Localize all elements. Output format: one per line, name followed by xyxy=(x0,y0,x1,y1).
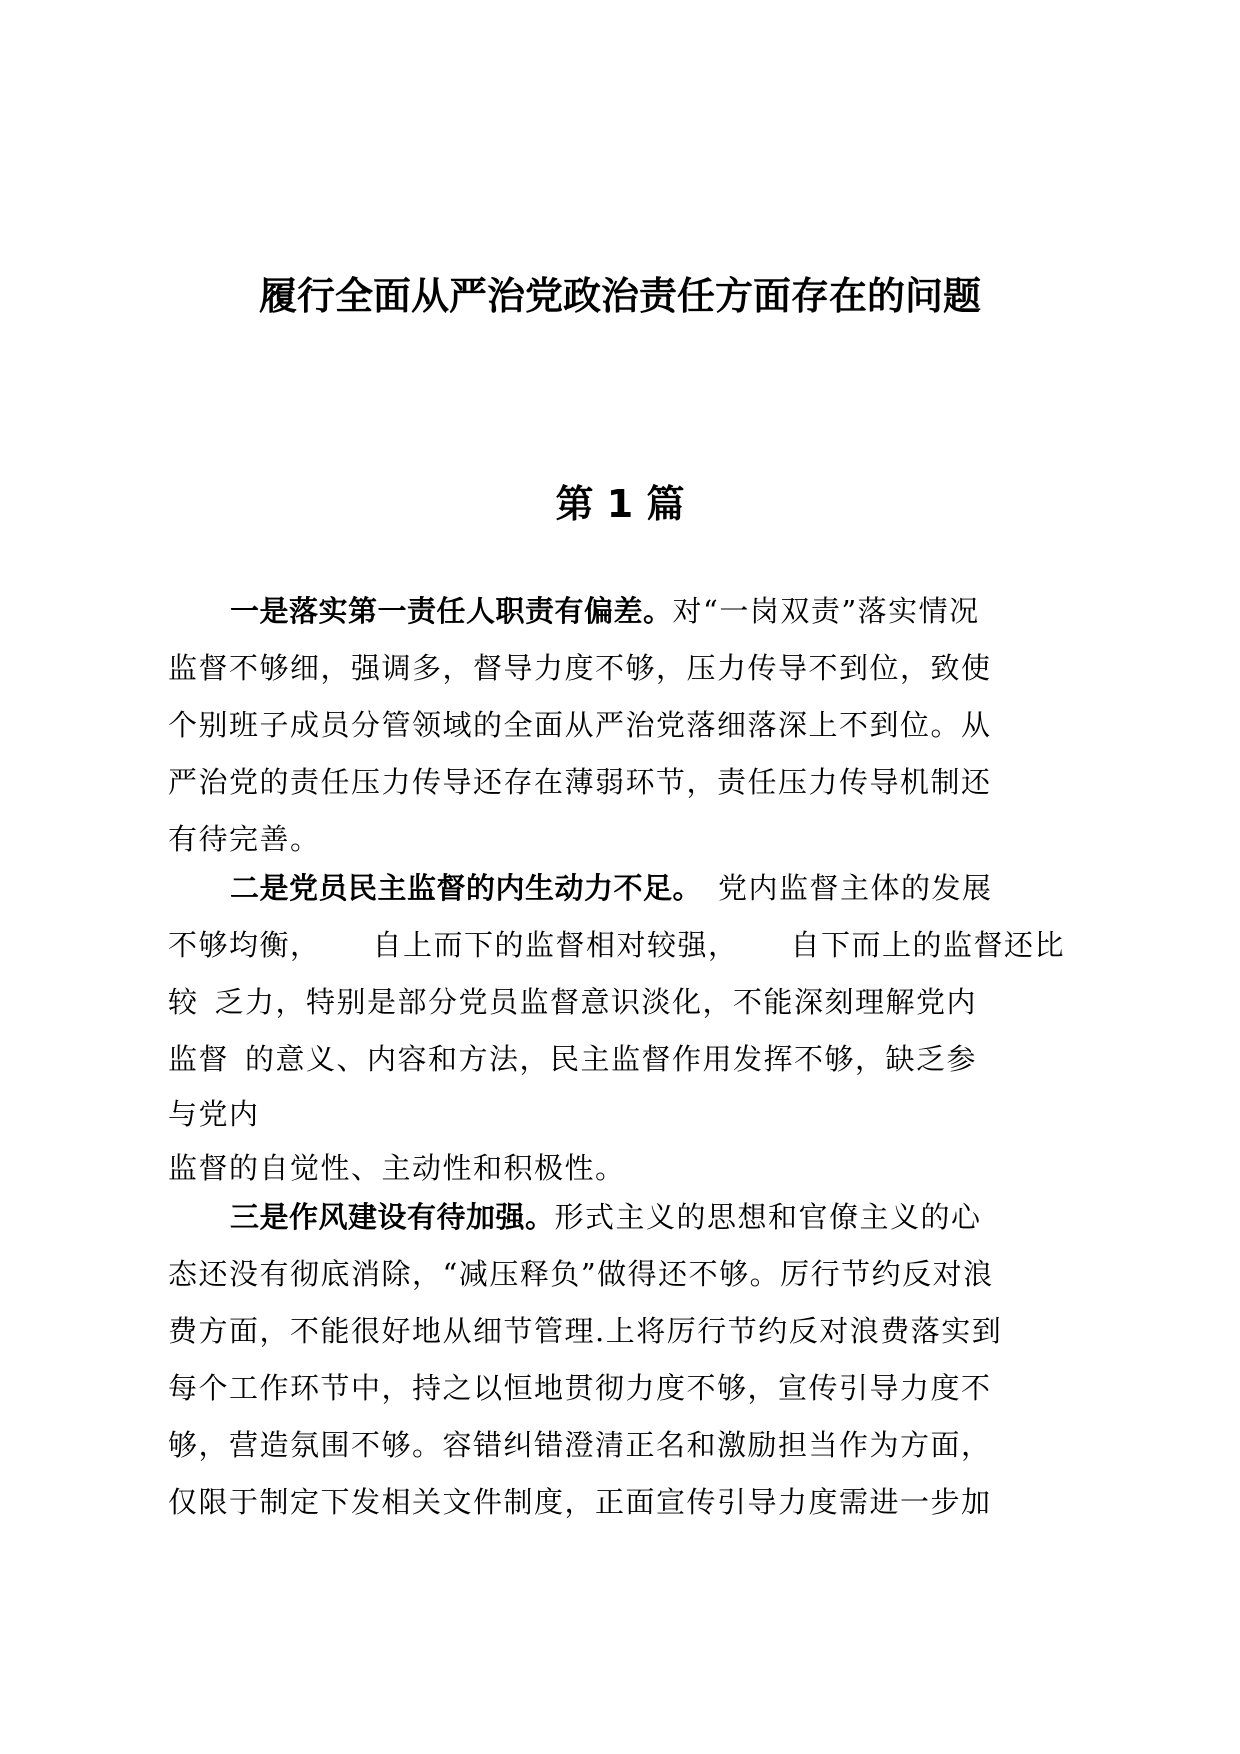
paragraph-line: 仅限于制定下发相关文件制度，正面宣传引导力度需进一步加 xyxy=(168,1485,992,1519)
paragraph-line xyxy=(168,860,1080,917)
paragraph-text: 较 xyxy=(168,985,199,1019)
paragraph-text: 对“一岗双责”落实情况 xyxy=(672,594,980,628)
paragraph-lead: 一是落实第一责任人职责有偏差。 xyxy=(230,594,673,628)
paragraph-line: 严治党的责任压力传导还存在薄弱环节，责任压力传导机制还 xyxy=(168,765,992,799)
paragraph-text: 的意义、内容和方法，民主监督作用发挥不够，缺乏参 xyxy=(245,1042,978,1076)
paragraph-text: 形式主义的思想和官僚主义的心 xyxy=(554,1200,982,1234)
paragraph-text: 乏力，特别是部分党员监督意识淡化，不能深刻理解党内 xyxy=(214,985,978,1019)
paragraph-line xyxy=(168,1031,1080,1088)
paragraph-text: 监督 xyxy=(168,1042,230,1076)
paragraph-3 xyxy=(168,1189,1080,1531)
paragraph-line: 监督的自觉性、主动性和积极性。 xyxy=(168,1151,626,1185)
paragraph-1 xyxy=(168,583,1080,868)
paragraph-lead: 三是作风建设有待加强。 xyxy=(230,1200,555,1234)
paragraph-text: 不够均衡， xyxy=(168,928,321,962)
paragraph-line: 有待完善。 xyxy=(168,822,321,856)
paragraph-line: 监督不够细，强调多，督导力度不够，压力传导不到位，致使 xyxy=(168,651,992,685)
paragraph-line xyxy=(168,974,1080,1031)
document-title: 履行全面从严治党政治责任方面存在的问题 xyxy=(258,274,981,318)
paragraph-line xyxy=(168,583,1080,640)
paragraph-line: 态还没有彻底消除，“减压释负”做得还不够。厉行节约反对浪 xyxy=(168,1257,994,1291)
section-heading: 第 1 篇 xyxy=(555,482,685,526)
paragraph-line: 够，营造氛围不够。容错纠错澄清正名和激励担当作为方面， xyxy=(168,1428,992,1462)
paragraph-text: 自下而上的监督还比 xyxy=(790,928,1066,962)
paragraph-line: 个别班子成员分管领域的全面从严治党落细落深上不到位。从 xyxy=(168,708,992,742)
paragraph-lead: 二是党员民主监督的内生动力不足。 xyxy=(230,871,703,905)
paragraph-2 xyxy=(168,860,1080,1197)
paragraph-line: 每个工作环节中，持之以恒地贯彻力度不够，宣传引导力度不 xyxy=(168,1371,992,1405)
paragraph-text: 自上而下的监督相对较强， xyxy=(372,928,739,962)
paragraph-line: 费方面，不能很好地从细节管理.上将厉行节约反对浪费落实到 xyxy=(168,1314,1003,1348)
paragraph-line xyxy=(168,1189,1080,1246)
paragraph-line: 与党内 xyxy=(168,1097,260,1131)
paragraph-text: 党内监督主体的发展 xyxy=(718,871,993,905)
paragraph-line xyxy=(168,917,1080,974)
